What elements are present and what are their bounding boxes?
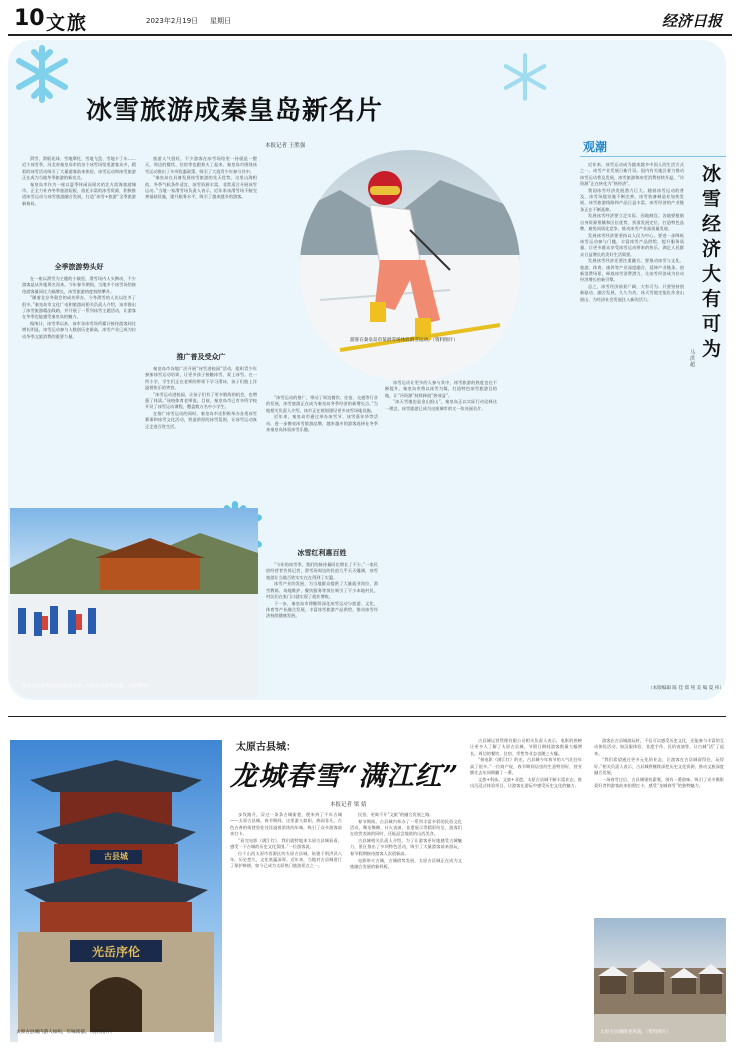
photo3-caption: 太原古县城内游人如织，年味浓郁。（资料图片） (16, 1030, 115, 1035)
paragraph: 我国冰雪经济发展潜力巨大。随着冰雪运动的普及，冰雪场地设施不断完善，冰雪装备制造业加快发展，冰雪旅游线路和产品日益丰富，冰雪经济的产业链条正在不断延伸。 (580, 187, 684, 212)
paragraph: 文旅+科技、文旅+非遗，太原古县城不断丰富业态，推出沉浸式体验项目，让游客在游玩中感受历史文化的魅力。 (470, 776, 582, 789)
sidebar-body-2 (612, 400, 722, 680)
gate-plaque-top: 古县城 (104, 851, 128, 861)
paragraph: 下一步，秦皇岛市将继续深化冰雪运动与旅游、文化、体育等产业融合发展，丰富冰雪旅游产品供给，推动冰雪经济持续健康发展。 (266, 600, 378, 619)
subhead-1: 全季旅游势头好 (54, 263, 104, 271)
paragraph: 在推广冰雪运动的同时，秦皇岛市还积极举办各类冰雪赛事和冰雪文化活动，营造浓厚的冰雪氛围，让冰雪运动真正走进百姓生活。 (145, 411, 257, 429)
sidebar-title: 冰雪经济大有可为 (702, 163, 722, 360)
article2-kicker: 太原古县城： (236, 742, 296, 753)
header-rule (8, 34, 732, 36)
paragraph: “秦皇岛在具备发展冰雪旅游的先天优势，这里山海相依，冬季气候条件适宜，冰雪资源丰富，非常适合开展冰雪运动。”当地一家滑雪场负责人表示，近年来该滑雪场不断完善基础设施，提升服务水平，吸引了越来越多的游客。 (145, 175, 257, 200)
photo4-caption: 太原古县城街巷风貌。（资料图片） (600, 1030, 672, 1035)
paragraph: 位于山西太原市晋源区的太原古县城，始建于明洪武八年，历史悠久，文化底蕴深厚。近年来，当地对古县城进行了保护修缮，如今已成为太原热门旅游景点之一。 (230, 850, 342, 869)
paragraph: 据统计，冰雪季以来，该市各冰雪场所累计接待游客同比增长明显，冰雪运动参与人数创历史新高，冰雪产业已成为拉动冬季文旅消费的重要力量。 (22, 321, 136, 339)
paragraph: 旅游人气很旺，不少游客在冰雪场馆里一待就是一整天，周边的餐饮、住宿等也跟着火了起来。秦皇岛市围绕冰雪运动推出了多项优惠政策，吸引了大批青少年参与其中。 (145, 156, 257, 174)
masthead-logo: 经济日报 (662, 12, 723, 30)
article1-column-1b (22, 276, 136, 486)
paragraph: 春节期间，古县城内举办了一系列丰富多彩的民俗文化活动，舞龙舞狮、社火表演、非遗展示等精彩纷呈，游客们在欣赏表演的同时，还能品尝地道的山西美食。 (350, 818, 462, 837)
paragraph: 发展冰雪经济还要注重融合。要推动冰雪与文化、旅游、体育、康养等产业深度融合，延伸产业链条，创新消费场景，释放冰雪消费潜力，让冰雪经济成为拉动经济增长的新引擎。 (580, 258, 684, 283)
sidebar-author: 马洪超 (690, 350, 696, 368)
section-name: 文旅 (46, 12, 89, 34)
article1-column-2b (145, 366, 257, 496)
sidebar-label-rule (580, 156, 726, 157)
issue-date: 2023年2月19日 (146, 17, 199, 25)
paragraph: 秦皇岛市各地广泛开展“冰雪进校园”活动，组织青少年参加冰雪运动培训，让更多孩子接触冰雪、爱上冰雪。在一所小学，学生们正在老师的带领下学习滑冰，孩子们脸上洋溢着快乐的笑容。 (145, 366, 257, 390)
editor-credits: （本版编辑 陈 佳 郑 纯 美 编 夏 祎） (648, 686, 724, 691)
skier-photo (300, 150, 520, 380)
article1-column-3 (266, 395, 378, 525)
article2-column-3 (470, 738, 582, 1040)
old-town-photo (594, 918, 726, 1042)
paragraph: 冰雪产业的发展，为当地群众提供了大量就业岗位，滑雪教练、场地维护、餐饮服务等岗位吸引了不少本地村民，村民们在家门口就实现了就业增收。 (266, 581, 378, 599)
paragraph: “随着北京冬奥会的成功举办，今冬滑雪的人比以往多了很多。”秦皇岛市文化广电和旅游局相关负责人介绍，该市推出了冰雪旅游精品线路，并开展了一系列冰雪主题活动，让游客在冬季也能感受秦皇岛的魅力。 (22, 295, 136, 320)
paragraph: 近年来，秦皇岛市通过举办冰雪节、冰雪嘉年华等活动，进一步擦亮冰雪旅游品牌，越来越多的游客选择在冬季来秦皇岛体验冰雪乐趣。 (266, 414, 378, 432)
article2-title: 龙城春雪“满江红” (230, 761, 460, 792)
paragraph: 步伐踏开，穿过一条条古城街巷，便来到了千年古城——太原古县城。春节期间，这里游人如织，热闹非凡，古色古香的街巷里处处洋溢着浓浓的年味，吸引了众多游客前来打卡。 (230, 812, 342, 836)
article2-column-1 (230, 812, 342, 1040)
gate-plaque: 光岳序伦 (91, 945, 140, 959)
page-number: 10 (14, 6, 45, 31)
paragraph: 电影带火古城，古城借势发展，太原古县城正在成为文旅融合发展的新样板。 (350, 857, 462, 869)
photo2-caption: 秦皇岛市某滑雪场内游客众多，尽情享受冰雪乐趣。（资料图片） (22, 684, 153, 689)
snowflake-icon (500, 52, 550, 102)
paragraph: “今年的冰雪季，我们的接待量同比增长了不少。”一家民宿经营者告诉记者，滑雪场周边的民宿几乎天天爆满，冰雪旅游让当地百姓实实在在得到了实惠。 (266, 562, 378, 580)
feature-title: 冰雪旅游成秦皇岛新名片 (86, 96, 384, 126)
paragraph: 民俗，更离不开“文旅”的融合发展之路。 (358, 812, 434, 817)
issue-weekday: 星期日 (210, 17, 231, 25)
article1-column-2 (145, 156, 257, 346)
article1-column-4 (385, 380, 497, 694)
article2-byline: 本报记者 梁 婧 (330, 802, 367, 808)
paragraph: 在一座以滑雪为主题的小镇里，滑雪场内人头攒动，不少游客是从外地慕名而来。今年春节期间，当地多个冰雪场馆接待游客量同比大幅增长，冰雪旅游热度持续攀升。 (22, 276, 136, 294)
subhead-2: 推广普及受众广 (176, 353, 226, 361)
ski-resort-photo (10, 508, 258, 698)
article1-column-3b (266, 562, 378, 694)
subhead-3: 冰雪红利惠百姓 (297, 549, 347, 557)
paragraph: 冰雪运动让更多的人参与其中，冰雪旅游的热度也在不断提升。秦皇岛市将以冰雪为媒，打造特色冰雪旅游目的地，让“冷资源”持续释放“热效益”。 (385, 380, 497, 398)
sidebar-label: 观潮 (583, 140, 608, 154)
feature-byline: 本报记者 王胜强 (265, 143, 306, 149)
article2-column-2 (350, 812, 462, 1040)
paragraph: 古县城运营管理有限公司相关负责人表示，电影的热映让更多人了解了太原古县城，节假日期间游客数量大幅增长，周边的餐饮、住宿、零售等业态也随之火爆。 (470, 738, 582, 756)
snowflake-icon (12, 44, 72, 104)
article2-column-4 (594, 738, 724, 908)
paragraph: 发展冰雪经济要立足实际、因地制宜。各地要根据自身资源禀赋和区位优势，找准发展定位，打造特色品牌，避免同质化竞争，推动冰雪产业高质量发展。 (580, 213, 684, 231)
paragraph: “我们希望通过更多元化的业态，让游客在古县城留得住、玩得好。”相关负责人表示，古县城将继续深挖历史文化资源，推动文旅深度融合发展。 (594, 757, 724, 775)
paragraph: 游客在古县城游玩时，不仅可以感受历史文化，还能参与丰富的互动体验活动，如汉服体验、非遗手作、民俗表演等，让古城“活”了起来。 (594, 738, 724, 756)
paragraph: 总之，冰雪经济前景广阔、大有可为。只要坚持创新驱动、融合发展，久久为功，冰天雪地定能化作金山银山，为经济社会发展注入新的活力。 (580, 284, 684, 302)
paragraph: “冰天雪地也是金山银山”，秦皇岛正以实际行动诠释这一理念，冰雪旅游已成为这座城市的又一张亮丽名片。 (385, 399, 497, 411)
paragraph: “冰雪运动的推广，带动了周边餐饮、住宿、交通等行业的发展，冰雪旅游正在成为秦皇岛冬季经济的新增长点。”当地相关负责人介绍，该市正在规划建设更多冰雪场地设施。 (266, 395, 378, 413)
paragraph: 一场春雪过后，古县城银装素裹，别有一番韵味，吸引了众多摄影爱好者和游客前来拍照打卡，感受“龙城春雪”的独特魅力。 (594, 776, 724, 789)
paragraph: 滑雪、滑板花球、雪地摩托、雪地飞盘、雪地卡丁车……近个冰雪季，河北省秦皇岛市的各个冰雪场馆里游客众多，精彩的冰雪活动吸引了大量游客前来体验，冰雪运动和冰雪旅游正在成为当地冬季旅游的新亮点。 (22, 156, 136, 180)
page-header (8, 6, 732, 34)
article1-column-1 (22, 156, 136, 256)
paragraph: 近年来，冰雪运动成为越来越多中国人的生活方式之一，冰雪产业发展日新月异。国内有关地区着力推动冰雪运动普及发展，冰雪旅游和冰雪消费持续升温，“冷资源”正在转化为“热经济”。 (580, 162, 684, 186)
paragraph: “冰雪运动进校园，让孩子们有了更多锻炼的机会，也增强了体质。”该校体育老师说。目前，秦皇岛市已有多所学校开设了冰雪运动课程，覆盖数万名中小学生。 (145, 391, 257, 410)
paragraph: “接电影《满江红》的光，古县城今年春节的人气比往年高了很多。”一位商户说，春节期间店里的生意特别好，营业额比去年同期翻了一番。 (470, 757, 582, 775)
paragraph: 古县城相关负责人介绍，为了让游客更好地感受古城魅力，景区推出了多项特色活动，吸引了大量游客前来游玩，春节假期接待游客人次创新高。 (350, 838, 462, 856)
gate-tower-photo (10, 740, 222, 1042)
paragraph: 发展冰雪经济要坚持以人民为中心。要进一步降低冰雪运动参与门槛，丰富冰雪产品供给，提升服务质量，让更多群众享受冰雪运动带来的快乐，满足人民群众日益增长的美好生活需要。 (580, 232, 684, 257)
paragraph: 秦皇岛市作为一座以夏季休闲而闻名的北方滨海旅游城市，正全力补齐冬季旅游短板，依托丰富的冰雪资源，积极推进冰雪运动与冰雪旅游融合发展，打造“冰雪+旅游”全季旅游新格局。 (22, 181, 136, 206)
paragraph: “看完电影《满江红》，我们就特地来太原古县城看看，感受一下古城的历史文化氛围。”一位游客说。 (230, 837, 342, 849)
photo1-caption: 游客在秦皇岛市某滑雪场体验滑雪运动。（资料图片） (350, 338, 458, 343)
